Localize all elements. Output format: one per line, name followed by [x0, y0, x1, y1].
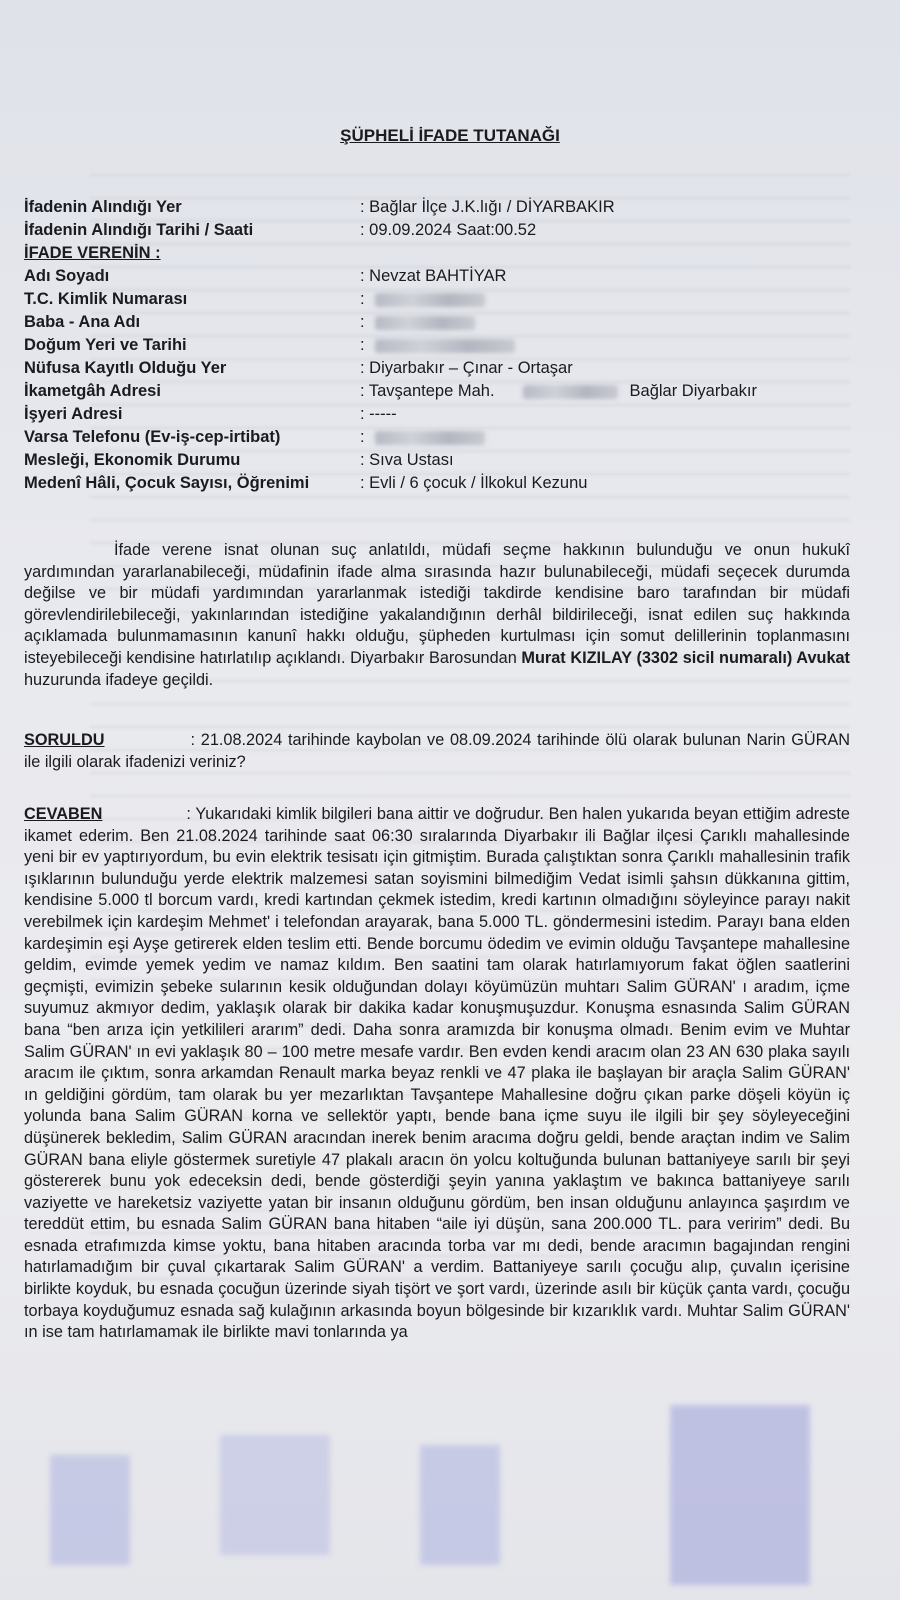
question-text: 21.08.2024 tarihinde kaybolan ve 08.09.2024 tarihinde ölü olarak bulunan Narin GÜRAN ile ilgili olarak ifadenizi veriniz? — [24, 731, 850, 771]
field-label: Baba - Ana Adı — [24, 313, 141, 331]
answer-block — [24, 804, 850, 1344]
field-value: : 09.09.2024 Saat:00.52 — [360, 221, 537, 239]
field-value: : Sıva Ustası — [360, 451, 454, 469]
redacted-value — [375, 316, 475, 330]
redacted-value — [375, 431, 485, 445]
field-row — [24, 290, 874, 313]
field-label: Nüfusa Kayıtlı Olduğu Yer — [24, 359, 227, 377]
field-value-continued: Bağlar Diyarbakır — [629, 382, 757, 400]
field-value: : — [360, 313, 365, 331]
field-row — [24, 313, 874, 336]
field-label: İfadenin Alındığı Yer — [24, 198, 182, 216]
lawyer-name: Murat KIZILAY (3302 sicil numaralı) Avukat — [521, 648, 850, 667]
field-label: Adı Soyadı — [24, 267, 110, 285]
field-row — [24, 405, 874, 428]
field-row — [24, 336, 874, 359]
question-block — [24, 730, 850, 773]
field-value: : Tavşantepe Mah. — [360, 382, 495, 400]
field-row — [24, 428, 874, 451]
redacted-value — [523, 385, 618, 399]
field-label: Medenî Hâli, Çocuk Sayısı, Öğrenimi — [24, 474, 310, 492]
field-label: Mesleği, Ekonomik Durumu — [24, 451, 241, 469]
section-heading: İFADE VERENİN : — [24, 244, 161, 262]
field-label: Varsa Telefonu (Ev-iş-cep-irtibat) — [24, 428, 281, 446]
field-value: : Diyarbakır – Çınar - Ortaşar — [360, 359, 573, 377]
field-value: : Bağlar İlçe J.K.lığı / DİYARBAKIR — [360, 198, 615, 216]
rights-paragraph — [24, 540, 850, 691]
field-value: : Evli / 6 çocuk / İlkokul Kezunu — [360, 474, 588, 492]
field-row — [24, 359, 874, 382]
field-value: : — [360, 290, 365, 308]
field-value: : ----- — [360, 405, 397, 423]
field-value: : — [360, 428, 365, 446]
field-row — [24, 382, 874, 405]
field-value: : — [360, 336, 365, 354]
field-label: İşyeri Adresi — [24, 405, 123, 423]
rights-text: İfade verene isnat olunan suç anlatıldı, müdafi seçme hakkının bulunduğu ve onun hukukî yardımından yararlanabileceği, müdafinin ifade alma sırasında hazır bulunabileceği, müdafi seçecek durumda değilse ve bir müdafi yardımından yararlanmak istediği takdirde kendisine baro tarafından bir müdafi görevlendirilebileceği, yakınlarından istediğine yakalandığının derhâl bildirileceği, isnat edilen suç hakkında açıklamada bulunmamasının kanunî hakkı olduğu, şüpheden kurtulması için somut delillerinin toplanmasını isteyebileceği kendisine hatırlatılıp açıklandı. Diyarbakır Barosundan — [24, 541, 850, 667]
field-row — [24, 198, 874, 221]
field-label: Doğum Yeri ve Tarihi — [24, 336, 187, 354]
field-row — [24, 474, 874, 497]
field-row — [24, 244, 874, 267]
question-label: SORULDU — [24, 731, 105, 749]
question-separator: : — [190, 731, 196, 749]
field-row — [24, 267, 874, 290]
blurred-signatures — [20, 1385, 880, 1585]
field-label: İfadenin Alındığı Tarihi / Saati — [24, 221, 254, 239]
identity-fields — [24, 198, 874, 497]
document-title: ŞÜPHELİ İFADE TUTANAĞI — [340, 126, 560, 145]
field-row — [24, 221, 874, 244]
answer-separator: : — [186, 805, 191, 823]
field-row — [24, 451, 874, 474]
redacted-value — [375, 339, 515, 353]
field-value: : Nevzat BAHTİYAR — [360, 267, 507, 285]
answer-label: CEVABEN — [24, 805, 103, 823]
redacted-value — [375, 293, 485, 307]
rights-suffix: huzurunda ifadeye geçildi. — [24, 670, 214, 689]
field-label: İkametgâh Adresi — [24, 382, 161, 400]
field-label: T.C. Kimlik Numarası — [24, 290, 188, 308]
answer-text: Yukarıdaki kimlik bilgileri bana aittir ve doğrudur. Ben halen yukarıda beyan ettiğim adreste ikamet ederim. Ben 21.08.2024 tarihinde saat 06:30 sıralarında Diyarbakır ili Bağlar ilçesi Çarıklı mahallesinde yeni bir ev yaptırıyordum, bu evin elektrik tesisatı için gitmiştim. Burada çalıştıktan sonra Çarıklı mahallesinin trafik ışıklarının bulunduğu yerde elektrik malzemesi satan soyismini bilmediğim Vedat isimli şahsın dükkanına gittim, kendisine 5.000 tl borcum vardı, kredi kartından çekmek istedim, kredi kartının olmadığını söyleyince parayı nakit verebilmek için kardeşim Mehmet' i telefondan arayarak, bana 5.000 TL. göndermesini istedim. Parayı bana elden kardeşimin eşi Ayşe getirerek elden teslim etti. Bende borcumu ödedim ve evimin olduğu Tavşantepe mahallesine geldim, evimde yemek yedim ve namaz kıldım. Ben saatini tam olarak hatırlamıyorum fakat öğlen saatlerini geçmişti, evimizin şebeke sularının kesik olduğundan dolayı köyümüzün muhtarı Salim GÜRAN' ı aradım, içme suyumuz akmıyor dedim, yaklaşık olarak bir dakika kadar konuşmuşuzdur. Konuşma esnasında Salim GÜRAN bana “ben arıza için yetkilileri ararım” dedi. Daha sonra aramızda bir konuşma olmadı. Benim evim ve Muhtar Salim GÜRAN' ın evi yaklaşık 80 – 100 metre mesafe vardır. Ben evden kendi aracım olan 23 AN 630 plaka sayılı aracım ile çıktım, sonra arkamdan Renault marka beyaz renkli ve 47 plaka ile başlayan bir araçla Salim GÜRAN' ın geldiğini gördüm, tam olarak bu yer mezarlıktan Tavşantepe Mahallesine doğru çıkan parke döşeli köyün iç yolunda bana Salim GÜRAN korna ve sellektör yaptı, bende bana içme suyu ile ilgili bir şey söyleyeceğini düşünerek bekledim, Salim GÜRAN aracından inerek benim aracıma doğru geldi, bende araçtan indim ve Salim GÜRAN bana eliyle göstermek suretiyle 47 plakalı aracın ön yolcu koltuğunda bulunan battaniyeye sarılı bir şeyi göstererek bunu yok edeceksin dedi, bende gösterdiği şeyin yanına yaklaştım ve bakınca battaniyeye sarılı vaziyette ve hareketsiz vaziyette yatan bir insanın olduğunu gördüm, ben insan olduğunu anlayınca şaşırdım ve tereddüt ettim, bu esnada Salim GÜRAN bana hitaben “aile iyi düşün, sana 200.000 TL. para veririm” dedi. Bu esnada etrafımızda kimse yoktu, bana hitaben aracında torba var mı dedi, bende aracımın bagajından rengini hatırlamadığım bir çuval çıkartarak Salim GÜRAN' a verdim. Battaniyeye sarılı çocuğu alıp, çuvalın içerisine birlikte koyduk, bu esnada çocuğun üzerinde siyah tişört ve şort vardı, üzerinde asılı bir küçük çanta vardı, çocuğu torbaya koyduğumuz esnada sağ kulağının arkasında boyun bölgesinde bir kızarıklık vardı. Muhtar Salim GÜRAN' ın ise tam hatırlamamak ile birlikte mavi tonlarında ya — [24, 805, 850, 1342]
